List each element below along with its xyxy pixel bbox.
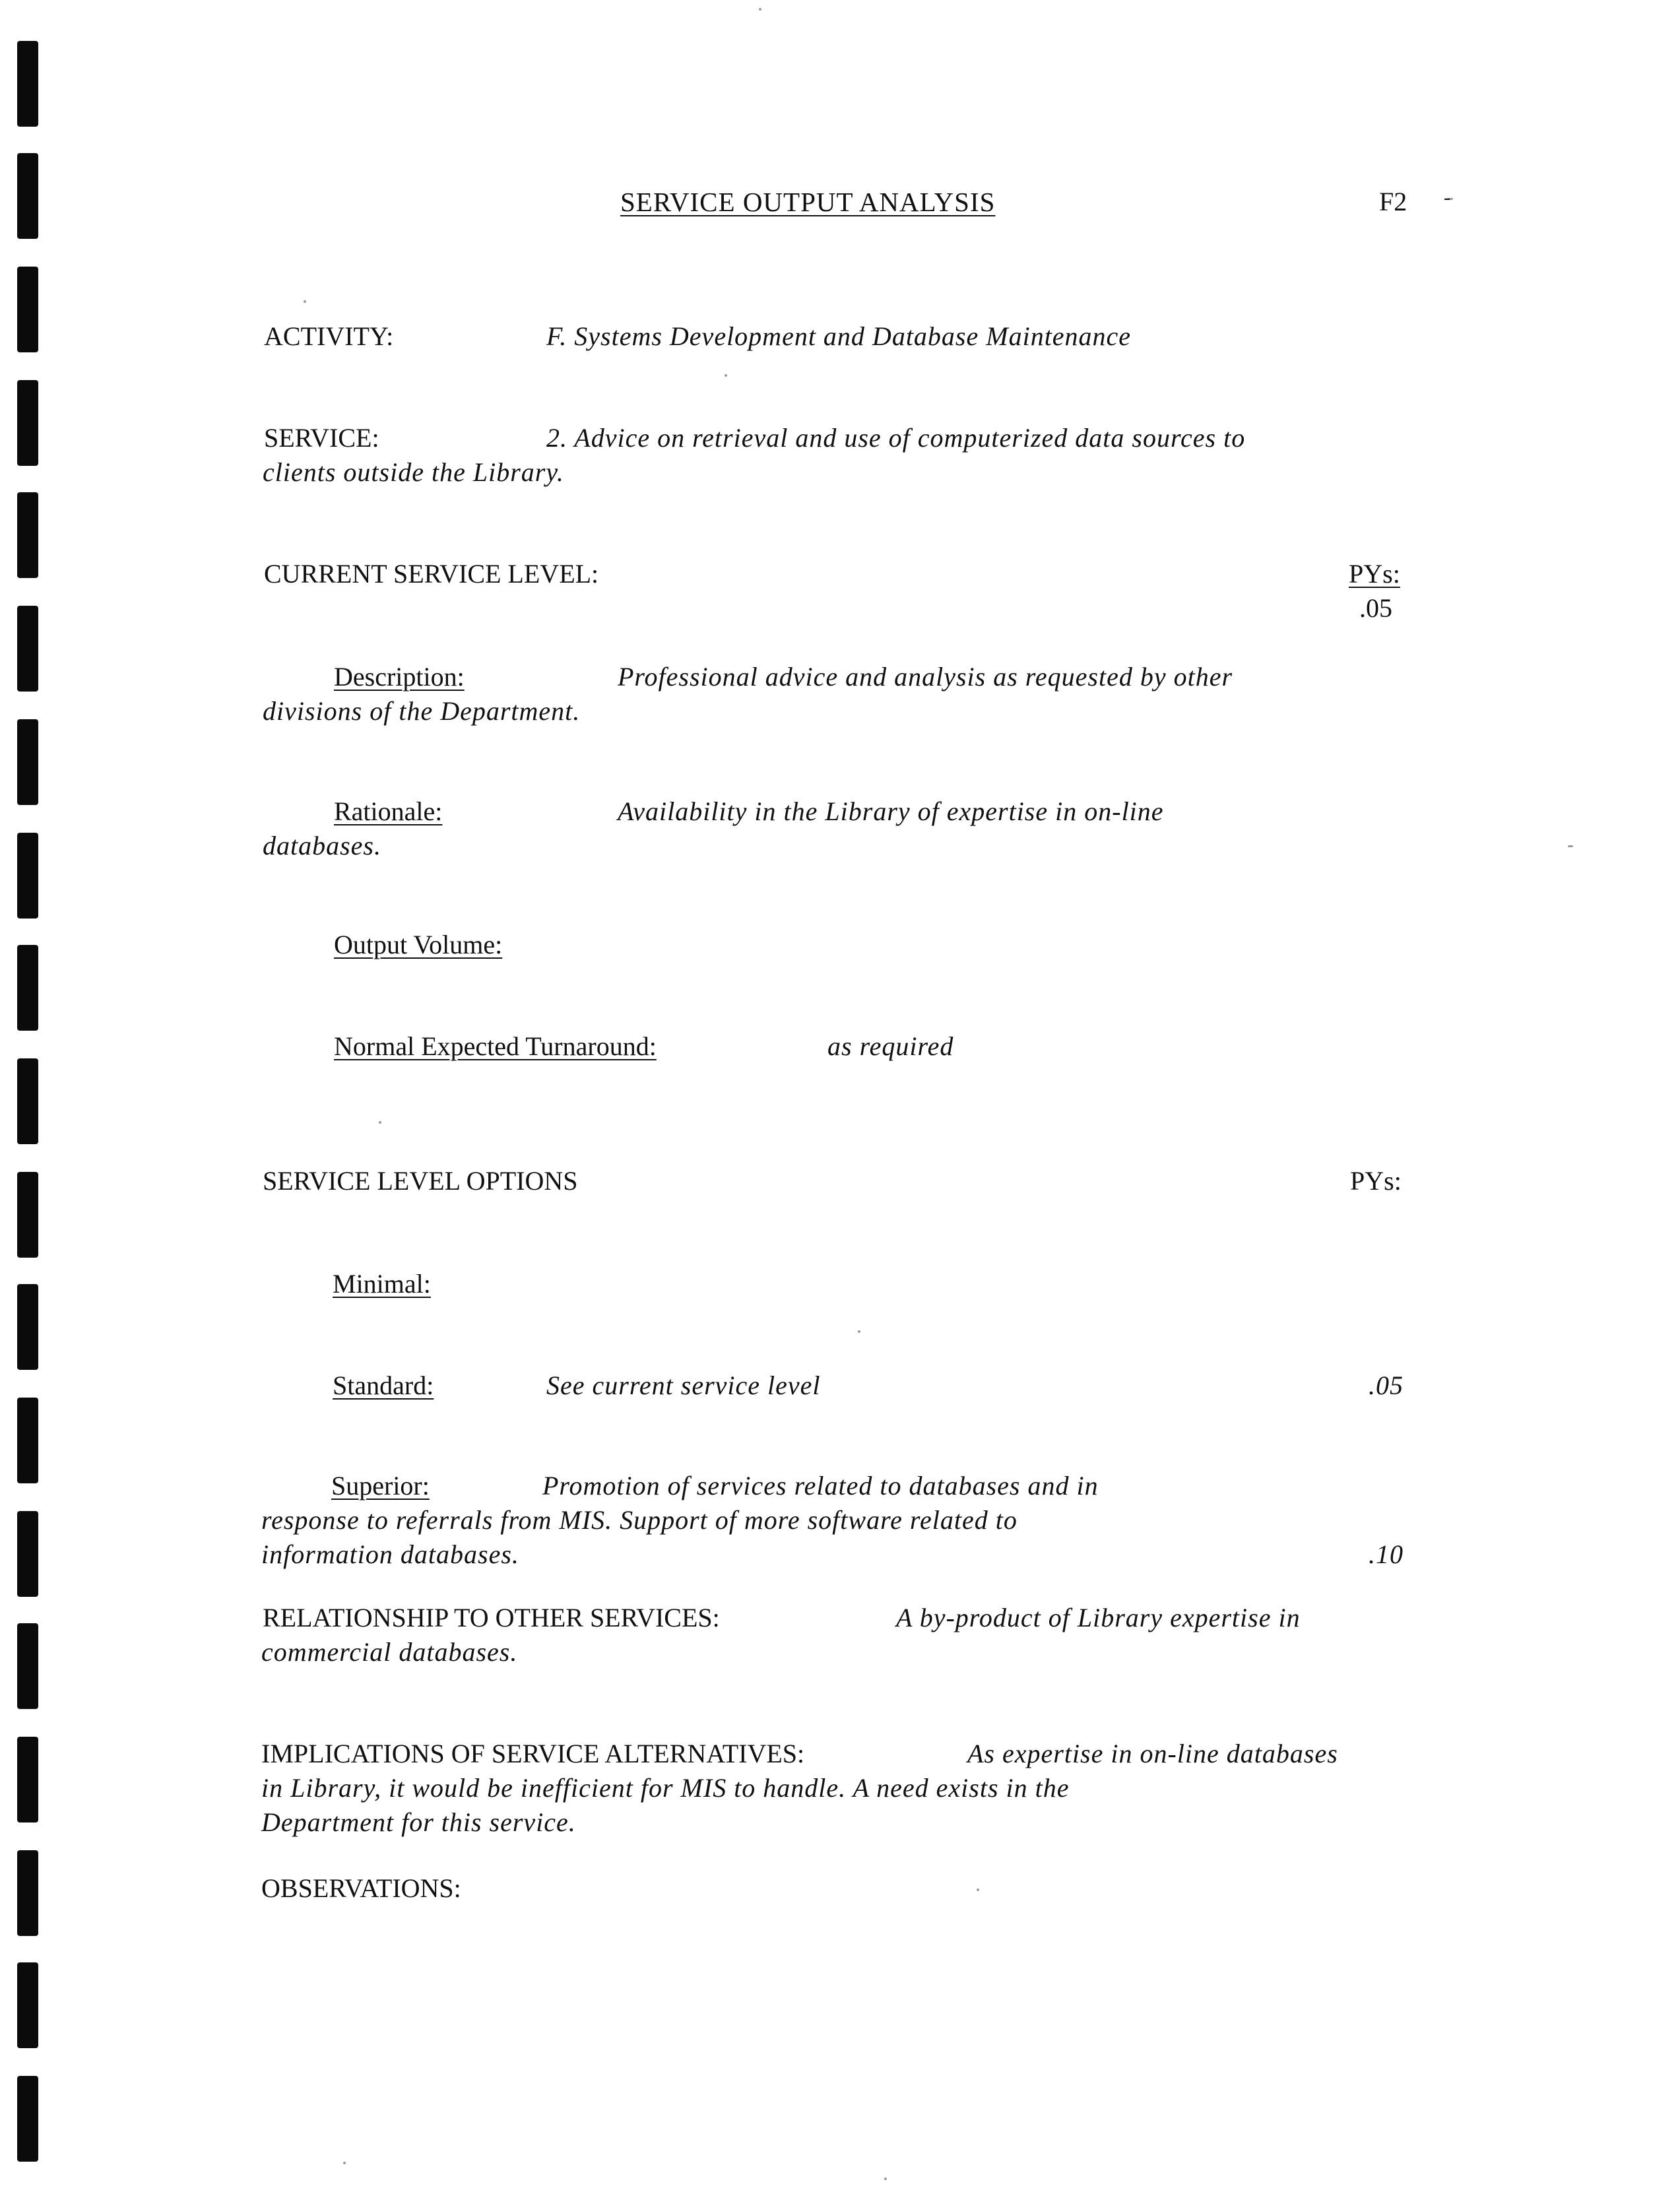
page-code: F2 [1379, 187, 1407, 216]
service-label: SERVICE: [264, 423, 379, 453]
standard-value: See current service level [546, 1371, 821, 1400]
scan-speck [858, 1330, 860, 1333]
superior-line1: Promotion of services related to databases and in [542, 1471, 1099, 1500]
implications-line2: in Library, it would be inefficient for MIS to handle. A need exists in the [261, 1773, 1070, 1803]
binder-hole [17, 153, 38, 239]
rationale-label: Rationale: [334, 796, 443, 826]
superior-label: Superior: [331, 1471, 430, 1500]
binder-hole [17, 1058, 38, 1144]
description-line1: Professional advice and analysis as requested by other [618, 662, 1233, 692]
activity-value: F. Systems Development and Database Maintenance [546, 321, 1132, 351]
options-pys-label: PYs: [1350, 1166, 1402, 1196]
implications-line3: Department for this service. [261, 1807, 576, 1837]
binder-hole [17, 492, 38, 578]
binder-hole [17, 41, 38, 127]
scan-speck [725, 374, 727, 377]
binder-hole [17, 1962, 38, 2048]
scan-speck [1568, 845, 1573, 847]
binder-hole [17, 833, 38, 919]
binder-hole [17, 1737, 38, 1823]
scan-speck [759, 8, 761, 11]
implications-line1: As expertise in on-line databases [967, 1739, 1338, 1768]
implications-label: IMPLICATIONS OF SERVICE ALTERNATIVES: [261, 1739, 805, 1768]
binder-hole [17, 945, 38, 1031]
description-line2: divisions of the Department. [263, 696, 581, 726]
binder-hole [17, 1850, 38, 1936]
superior-line3: information databases. [261, 1539, 519, 1569]
binder-hole [17, 1284, 38, 1370]
current-pys-label: PYs: [1349, 559, 1400, 589]
scan-speck [884, 2178, 887, 2180]
scan-speck [304, 300, 306, 303]
binder-hole [17, 2076, 38, 2162]
service-value-line1: 2. Advice on retrieval and use of computerized data sources to [546, 423, 1246, 453]
binder-hole [17, 267, 38, 352]
observations-label: OBSERVATIONS: [261, 1873, 461, 1903]
activity-label: ACTIVITY: [264, 321, 394, 351]
superior-line2: response to referrals from MIS. Support of more software related to [261, 1505, 1018, 1535]
standard-pys: .05 [1369, 1371, 1404, 1400]
turnaround-value: as required [827, 1031, 954, 1061]
binder-hole [17, 1511, 38, 1597]
current-service-level-heading: CURRENT SERVICE LEVEL: [264, 559, 599, 589]
scan-speck [379, 1121, 381, 1124]
standard-label: Standard: [333, 1371, 434, 1400]
current-pys-value: .05 [1359, 593, 1392, 623]
service-level-options-heading: SERVICE LEVEL OPTIONS [263, 1166, 578, 1196]
header-tick-mark: - [1444, 187, 1450, 209]
service-value-line2: clients outside the Library. [263, 457, 564, 487]
binder-hole-strip [15, 0, 41, 2194]
scan-speck [977, 1888, 979, 1891]
binder-hole [17, 719, 38, 805]
relationship-line1: A by-product of Library expertise in [896, 1603, 1301, 1632]
binder-hole [17, 380, 38, 466]
binder-hole [17, 1398, 38, 1483]
output-volume-label: Output Volume: [334, 930, 503, 959]
binder-hole [17, 1623, 38, 1709]
binder-hole [17, 606, 38, 692]
relationship-label: RELATIONSHIP TO OTHER SERVICES: [263, 1603, 720, 1632]
scan-speck [343, 2162, 346, 2164]
superior-pys: .10 [1369, 1539, 1404, 1569]
rationale-line1: Availability in the Library of expertise in on-line [618, 796, 1164, 826]
relationship-line2: commercial databases. [261, 1637, 518, 1667]
turnaround-label: Normal Expected Turnaround: [334, 1031, 657, 1061]
page-title: SERVICE OUTPUT ANALYSIS [620, 187, 996, 217]
minimal-label: Minimal: [333, 1269, 431, 1299]
rationale-line2: databases. [263, 831, 381, 860]
binder-hole [17, 1172, 38, 1258]
description-label: Description: [334, 662, 465, 692]
